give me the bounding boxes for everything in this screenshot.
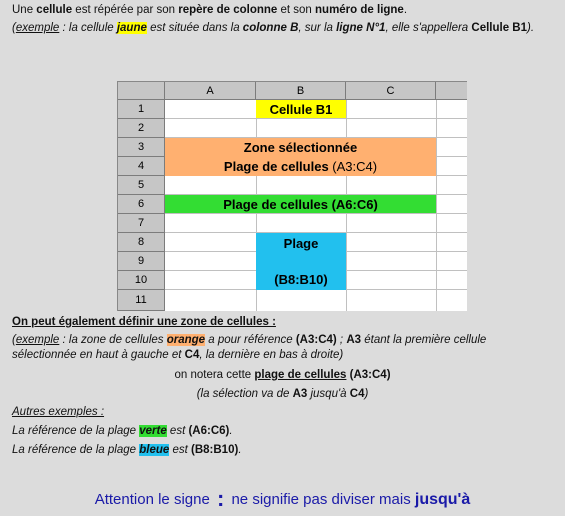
row-header-4: 4: [118, 157, 165, 176]
range-a6-c6-green: Plage de cellules (A6:C6): [165, 195, 436, 213]
row-header-2: 2: [118, 119, 165, 138]
cell-b1-yellow: Cellule B1: [256, 100, 346, 118]
grid-line: [165, 213, 467, 214]
zone-label-line-1: Zone sélectionnée: [243, 140, 358, 155]
example-line-1: (exemple : la zone de cellules orange a pour référence (A3:C4) ; A3 étant la première cellule: [12, 334, 487, 346]
row-header-6: 6: [118, 195, 165, 214]
reference-green: La référence de la plage verte est (A6:C6).: [12, 425, 233, 437]
row-header-11: 11: [118, 290, 165, 311]
column-header-c: C: [346, 82, 436, 100]
row-header-1: 1: [118, 100, 165, 119]
example-line-2: sélectionnée en haut à gauche et C4, la dernière en bas à droite): [12, 349, 344, 361]
section-heading: On peut également définir une zone de cellules :: [12, 316, 276, 328]
corner-header: [118, 82, 165, 100]
row-header-3: 3: [118, 138, 165, 157]
other-examples-heading: Autres exemples :: [12, 406, 105, 418]
range-blue-label-top: Plage: [283, 236, 319, 251]
row-header-8: 8: [118, 233, 165, 252]
intro-line-2: (exemple : la cellule jaune est située dans la colonne B, sur la ligne N°1, elle s'appellera Cellule B1).: [12, 22, 535, 34]
column-header-a: A: [165, 82, 256, 100]
reference-blue: La référence de la plage bleue est (B8:B10).: [12, 444, 242, 456]
grid-line: [165, 118, 467, 119]
zone-a3-c4-orange: [165, 138, 436, 176]
grid-line: [436, 100, 437, 311]
zone-label-line-2: Plage de cellules (A3:C4): [223, 159, 378, 174]
column-header-b: B: [256, 82, 346, 100]
attention-note: Attention le signe : ne signifie pas diviser mais jusqu'à: [94, 486, 471, 511]
row-header-7: 7: [118, 214, 165, 233]
column-header-d: [436, 82, 467, 100]
row-header-9: 9: [118, 252, 165, 271]
range-b8-b10-blue: [256, 233, 346, 290]
range-blue-label-bottom: (B8:B10): [274, 272, 328, 287]
note-line-2: (la sélection va de A3 jusqu'à C4): [196, 388, 369, 400]
row-header-5: 5: [118, 176, 165, 195]
row-header-10: 10: [118, 271, 165, 290]
note-line-1: on notera cette plage de cellules (A3:C4): [174, 369, 391, 381]
spreadsheet-illustration: [117, 81, 467, 311]
intro-line-1: Une cellule est répérée par son repère de colonne et son numéro de ligne.: [12, 4, 408, 16]
